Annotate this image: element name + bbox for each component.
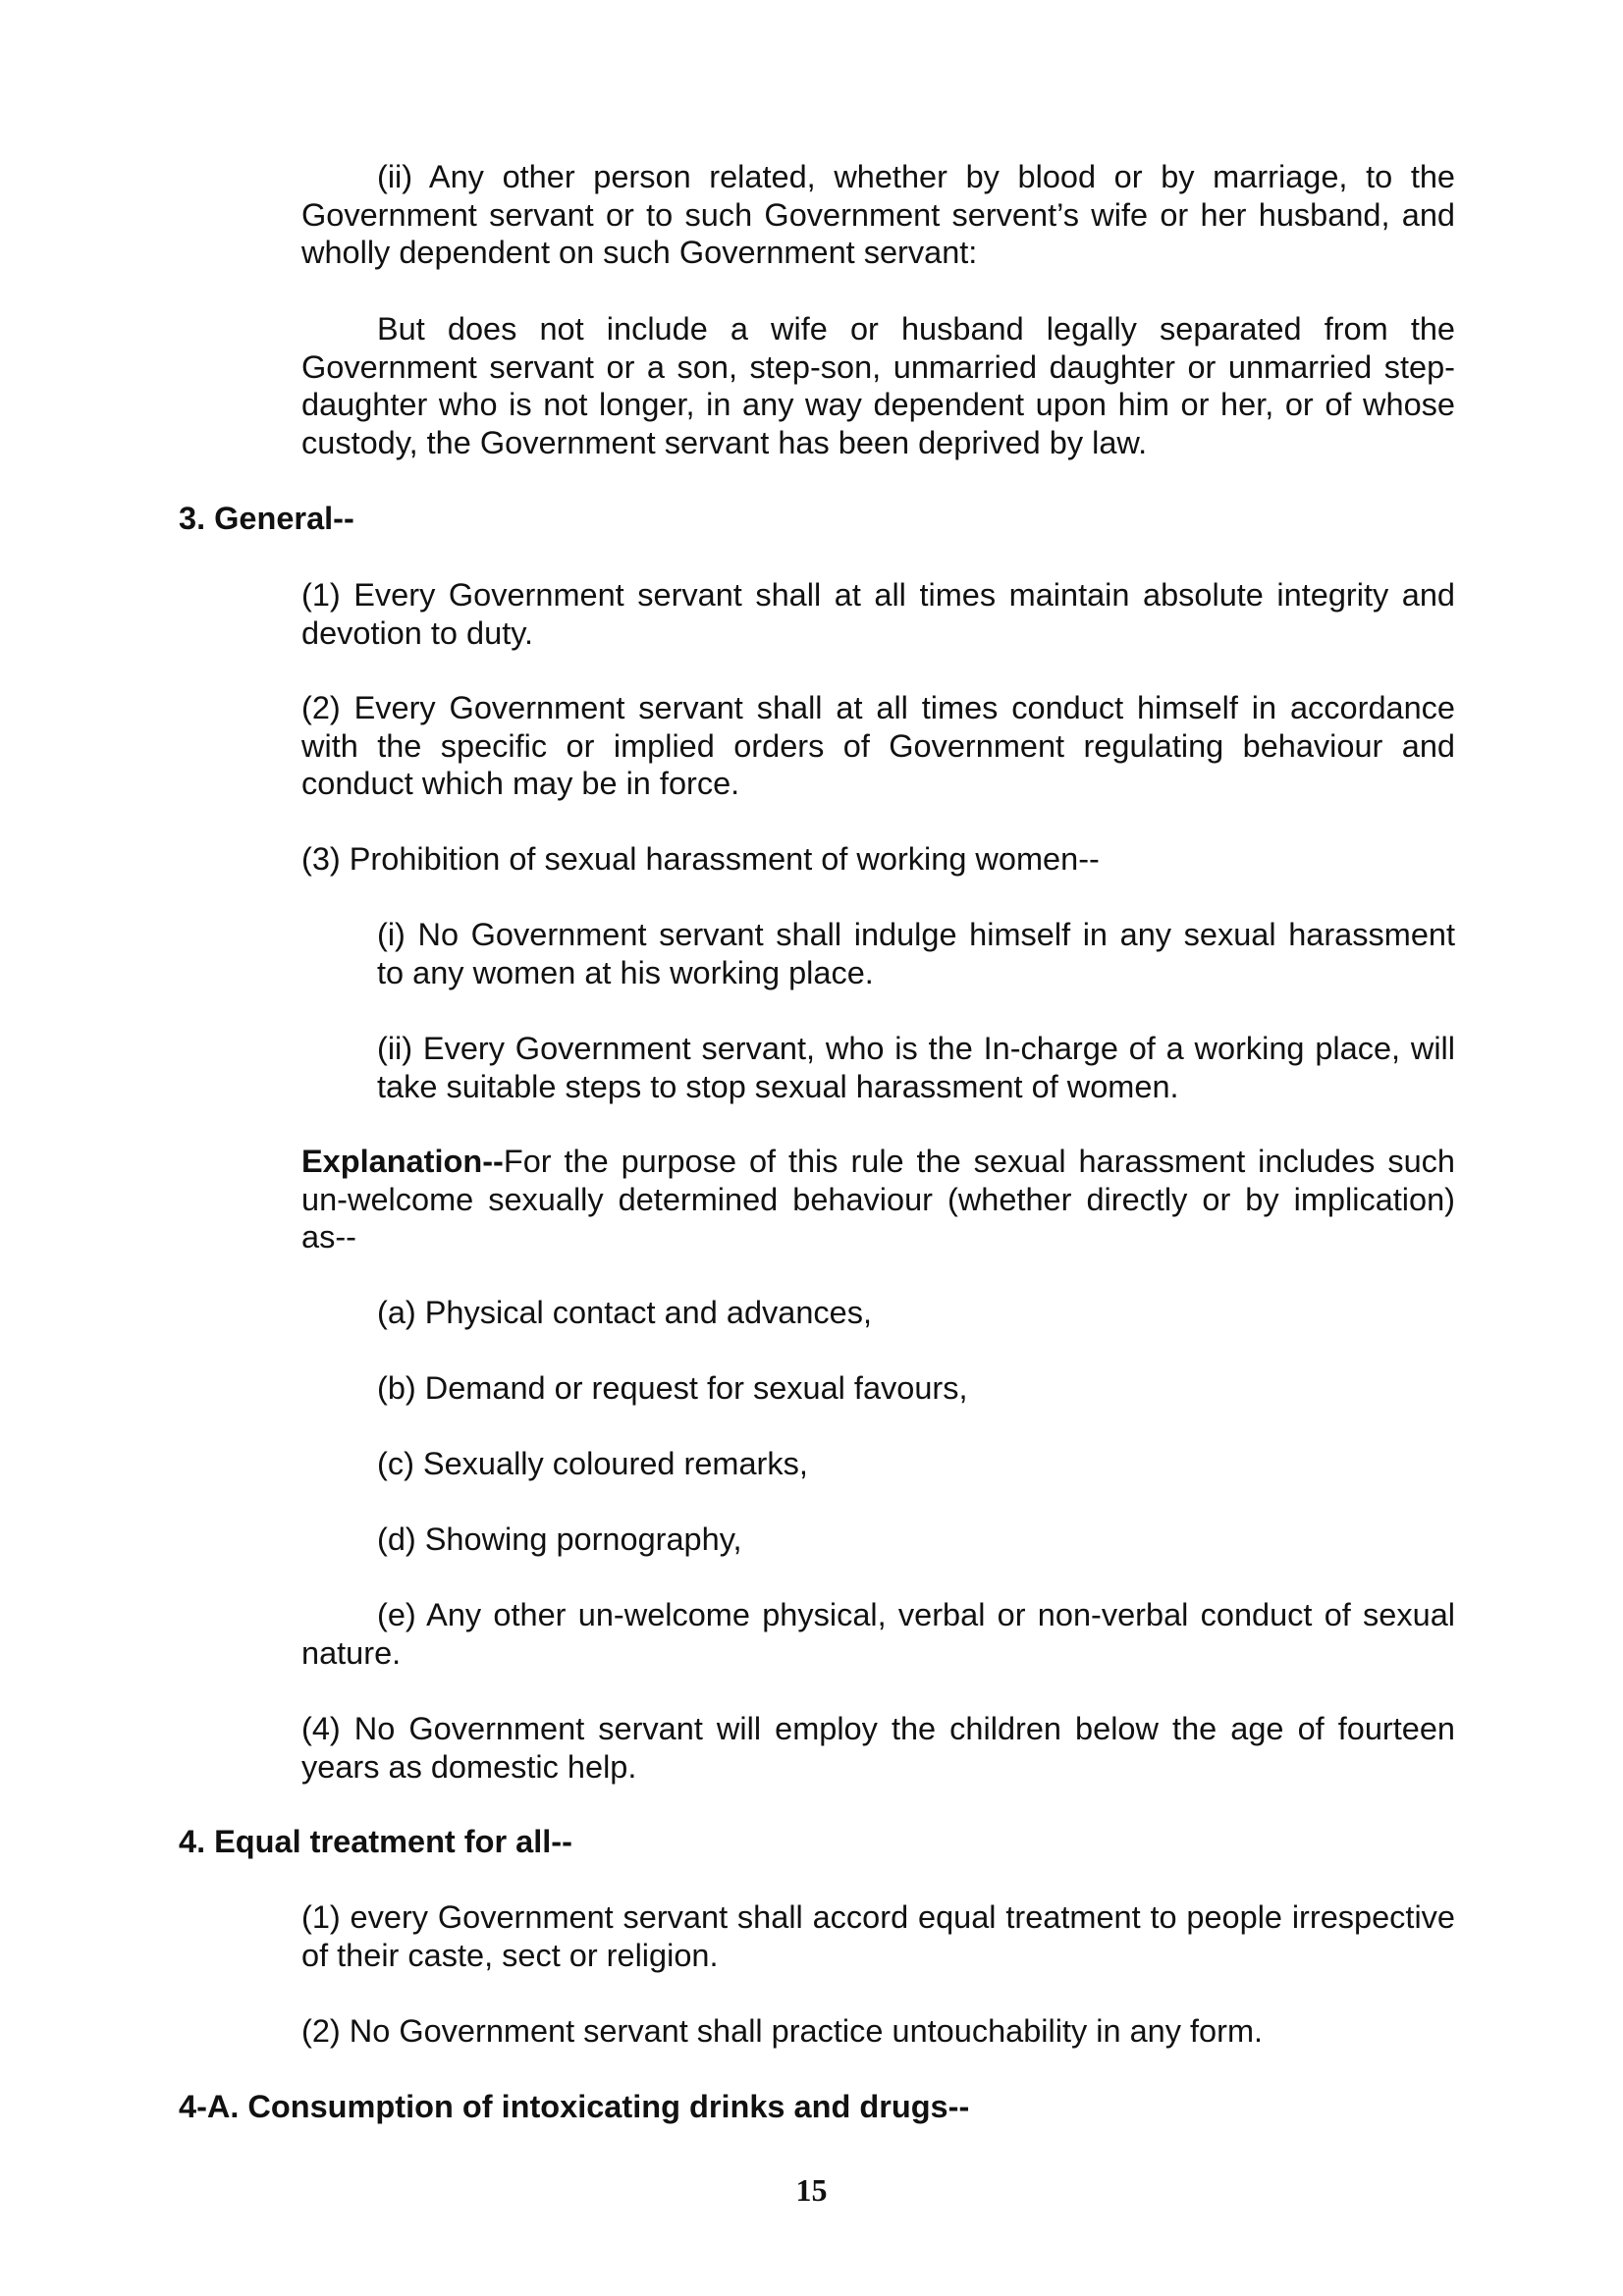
section-3-para-3-ii: (ii) Every Government servant, who is the In-charge of a working place, will take suitable steps to stop sexual harassment of women. bbox=[377, 1031, 1455, 1104]
section-4-para-1: (1) every Government servant shall accord equal treatment to people irrespective of their caste, sect or religion. bbox=[301, 1899, 1455, 1973]
section-3-para-1: (1) Every Government servant shall at all times maintain absolute integrity and devotion to duty. bbox=[301, 577, 1455, 651]
definition-item-ii: (ii) Any other person related, whether by blood or by marriage, to the Government servant or to such Government servent’s wife or her husband, and wholly dependent on such Government servant: bbox=[301, 159, 1455, 270]
section-4-para-2: (2) No Government servant shall practice untouchability in any form. bbox=[301, 2013, 1264, 2049]
section-3-para-3: (3) Prohibition of sexual harassment of working women-- bbox=[301, 841, 1100, 877]
list-item-d: (d) Showing pornography, bbox=[377, 1522, 742, 1557]
list-item-a: (a) Physical contact and advances, bbox=[377, 1295, 873, 1330]
list-item-e: (e) Any other un-welcome physical, verbal or non-verbal conduct of sexual nature. bbox=[301, 1597, 1455, 1671]
definition-proviso: But does not include a wife or husband legally separated from the Government servant or a son, step-son, unmarried daughter or unmarried step-daughter who is not longer, in any way dependent upon him or her, or of whose custody, the Government servant has been deprived by law. bbox=[301, 311, 1455, 460]
page-number: 15 bbox=[795, 2172, 828, 2208]
section-4-heading: 4. Equal treatment for all-- bbox=[179, 1824, 572, 1859]
section-3-para-4: (4) No Government servant will employ the children below the age of fourteen years as domestic help. bbox=[301, 1711, 1455, 1785]
explanation-label: Explanation-- bbox=[301, 1144, 504, 1179]
section-3-heading: 3. General-- bbox=[179, 501, 354, 536]
explanation-paragraph bbox=[301, 1143, 1455, 1256]
section-3-para-2: (2) Every Government servant shall at all times conduct himself in accordance with the specific or implied orders of Government regulating behaviour and conduct which may be in force. bbox=[301, 690, 1455, 801]
section-4a-heading: 4-A. Consumption of intoxicating drinks and drugs-- bbox=[179, 2089, 970, 2124]
list-item-c: (c) Sexually coloured remarks, bbox=[377, 1446, 808, 1481]
list-item-b: (b) Demand or request for sexual favours, bbox=[377, 1370, 968, 1406]
explanation-text: For the purpose of this rule the sexual harassment includes such un-welcome sexually determined behaviour (whether directly or by implication) as-- bbox=[301, 1144, 1455, 1255]
section-3-para-3-i: (i) No Government servant shall indulge himself in any sexual harassment to any women at his working place. bbox=[377, 917, 1455, 990]
